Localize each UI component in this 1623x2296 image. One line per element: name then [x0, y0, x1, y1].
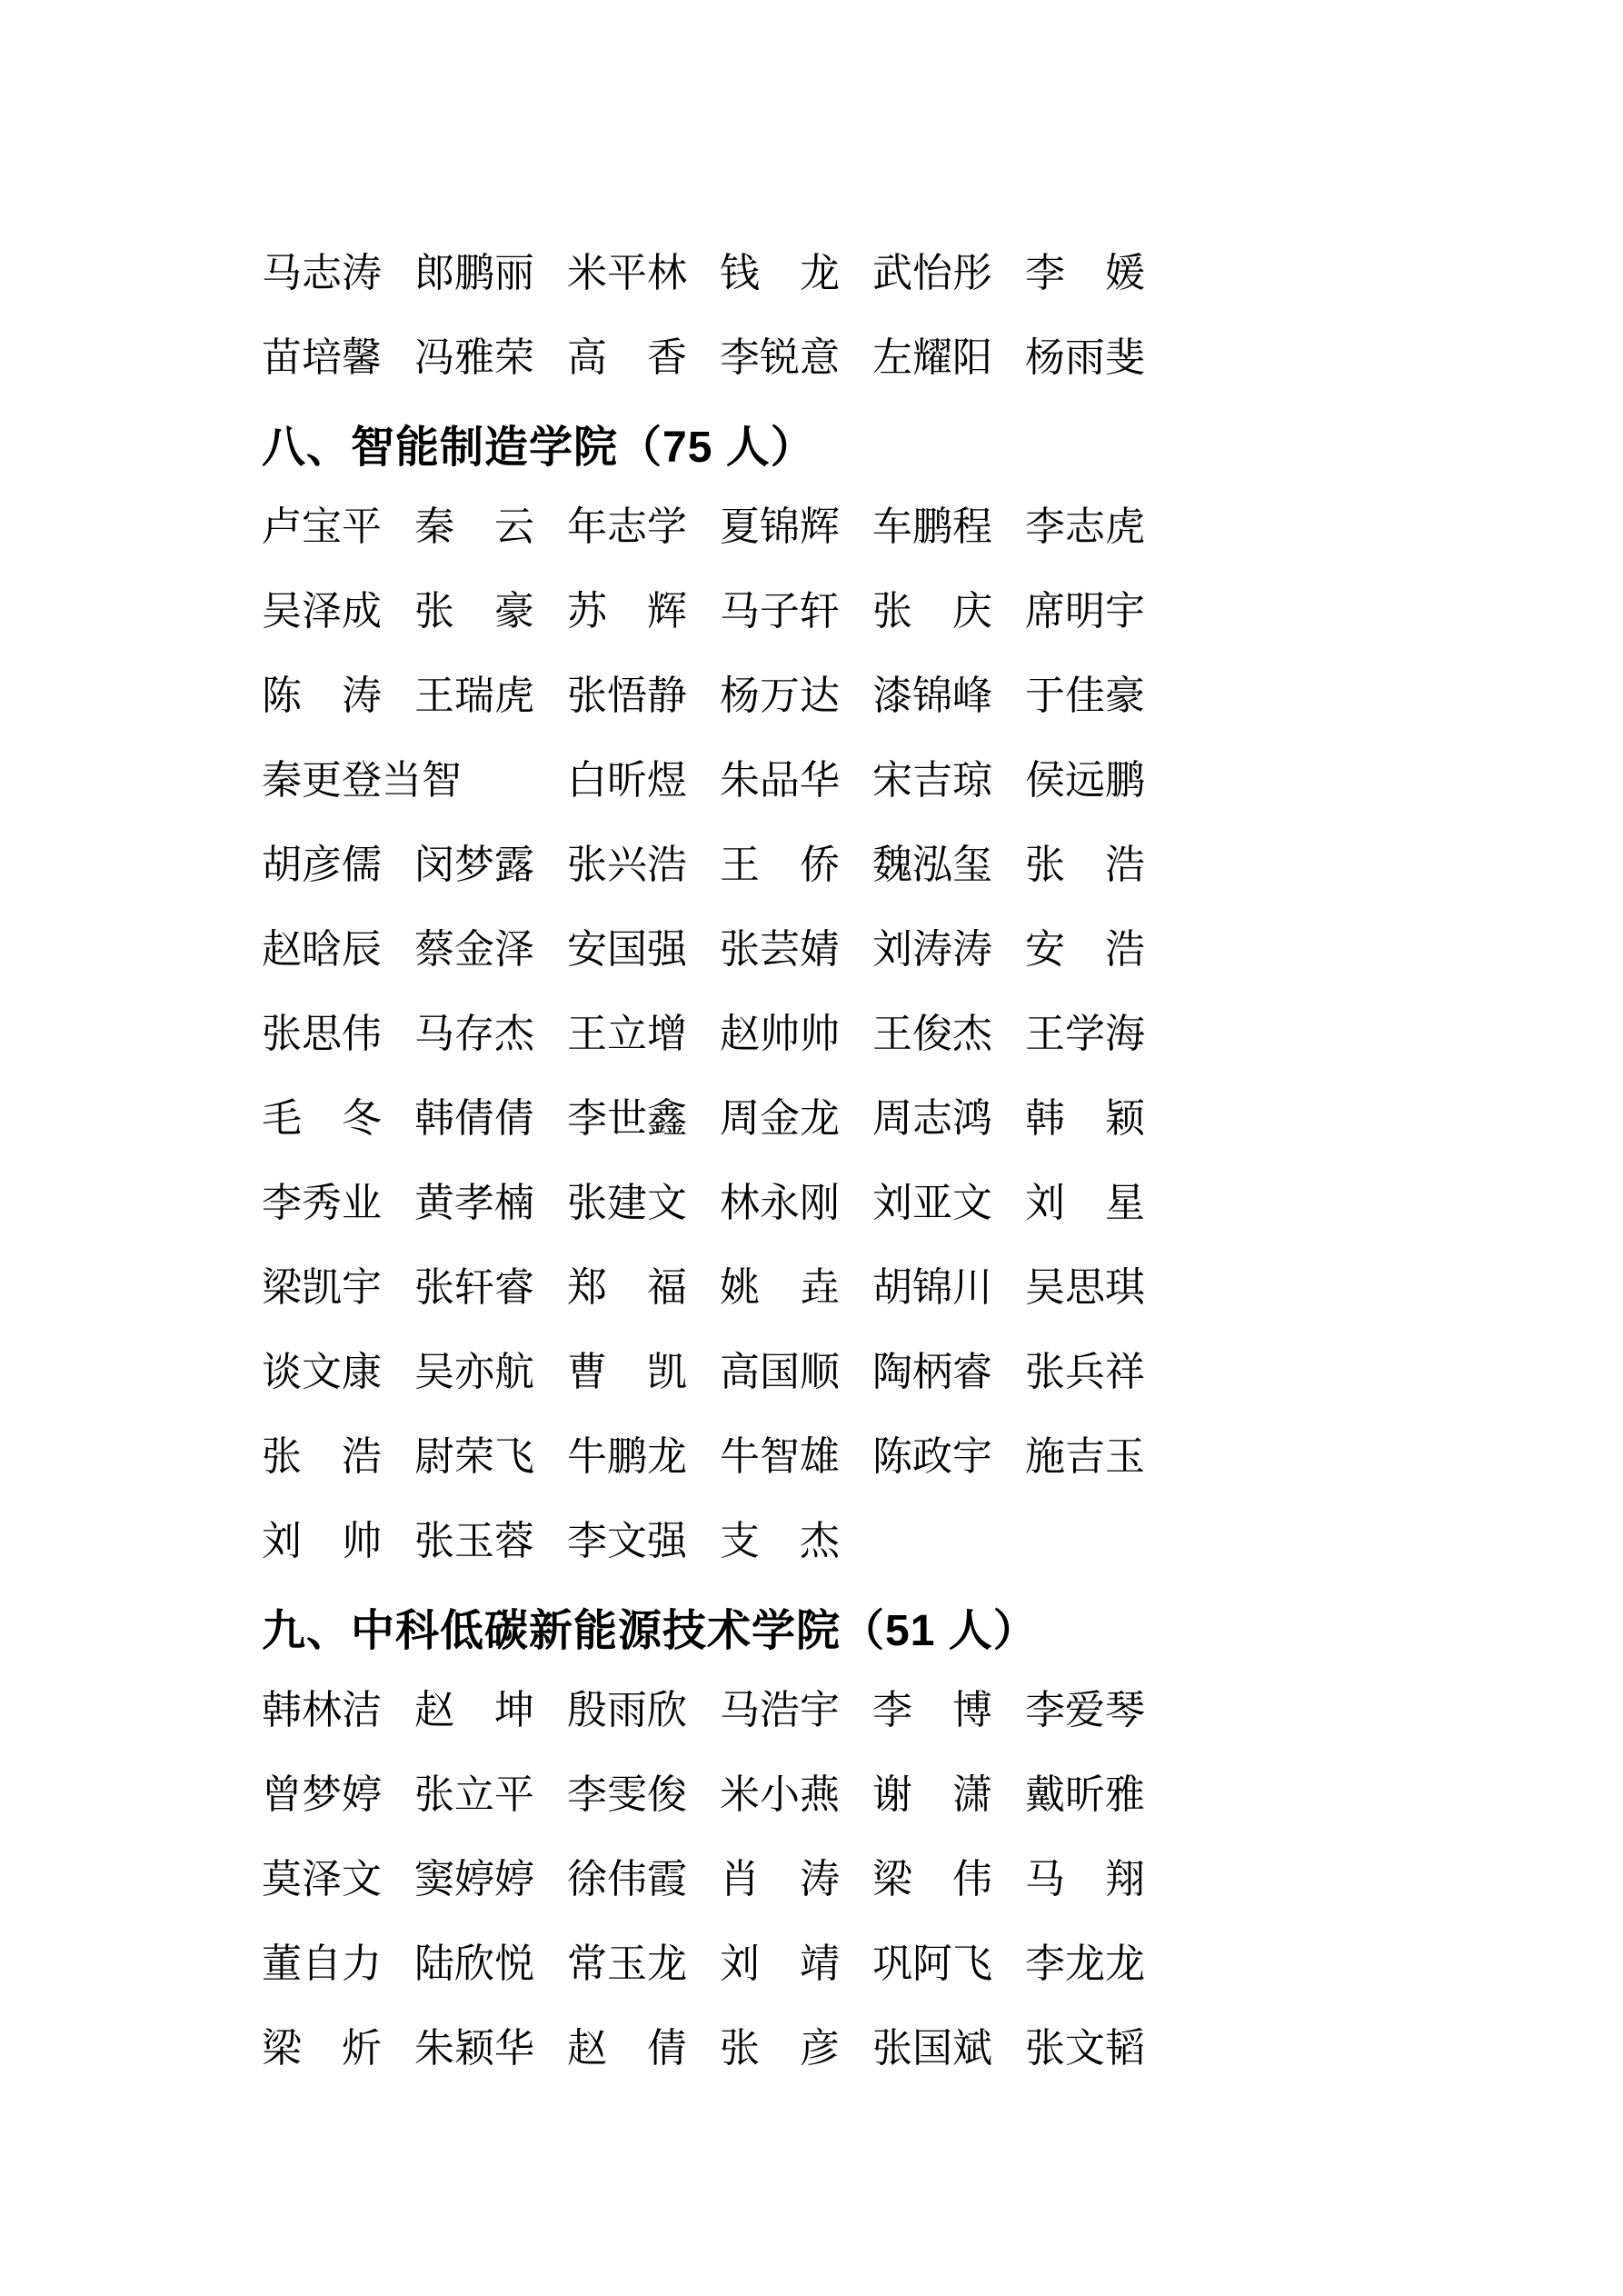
student-name: 李爱琴: [1025, 1688, 1145, 1733]
student-name: 杨雨斐: [1025, 335, 1145, 381]
student-name: 莫泽文: [262, 1857, 382, 1902]
student-name: 张建文: [567, 1181, 687, 1226]
student-name: 李雯俊: [567, 1772, 687, 1818]
student-name: 谈文康: [262, 1350, 382, 1395]
student-name: 韩林洁: [262, 1688, 382, 1733]
student-name: 朱颖华: [414, 2026, 534, 2071]
student-name: 张芸婧: [720, 927, 840, 973]
student-name: 牛智雄: [720, 1434, 840, 1480]
student-name: 杨万达: [720, 674, 840, 719]
name-row: [262, 908, 1316, 993]
student-name: 尉荣飞: [414, 1434, 534, 1480]
student-name: 米小燕: [720, 1772, 840, 1818]
student-name: 曾梦婷: [262, 1772, 382, 1818]
student-name: 朱品华: [720, 758, 840, 804]
student-name: 席明宇: [1025, 589, 1145, 634]
student-name: 戴昕雅: [1025, 1772, 1145, 1818]
student-name: 张国斌: [872, 2026, 992, 2071]
student-name: 周志鸿: [872, 1096, 992, 1142]
student-name: 陈 涛: [262, 674, 382, 719]
student-name: 张立平: [414, 1772, 534, 1818]
student-name: 左耀阳: [872, 335, 992, 381]
student-name: 周金龙: [720, 1096, 840, 1142]
student-name: 张 彦: [720, 2026, 840, 2071]
student-name: 胡锦川: [872, 1265, 992, 1311]
student-name: 陶柄睿: [872, 1350, 992, 1395]
student-name: 支 杰: [720, 1519, 840, 1564]
student-name: 韩 颖: [1025, 1096, 1145, 1142]
name-row: [262, 570, 1316, 654]
student-name: 王学海: [1025, 1012, 1145, 1057]
section-heading: 八、智能制造学院（75 人）: [262, 424, 815, 472]
student-name: 梁 伟: [872, 1857, 992, 1902]
student-name: 李志虎: [1025, 504, 1145, 550]
student-name: 张思伟: [262, 1012, 382, 1057]
student-name: 武怡彤: [872, 251, 992, 296]
student-name: 李龙龙: [1025, 1942, 1145, 1987]
student-name: 漆锦峰: [872, 674, 992, 719]
name-row: [262, 1500, 1316, 1584]
student-name: 董自力: [262, 1942, 382, 1987]
name-row: [262, 1246, 1316, 1331]
student-name: 刘 帅: [262, 1519, 382, 1564]
student-name: 刘亚文: [872, 1181, 992, 1226]
student-name: 马存杰: [414, 1012, 534, 1057]
name-row: [262, 232, 1316, 316]
student-name: 林永刚: [720, 1181, 840, 1226]
student-name: 肖 涛: [720, 1857, 840, 1902]
student-name: 张兴浩: [567, 843, 687, 888]
student-name: 马志涛: [262, 251, 382, 296]
student-name: 吴思琪: [1025, 1265, 1145, 1311]
student-name: 张悟静: [567, 674, 687, 719]
student-name: 梁 炘: [262, 2026, 382, 2071]
student-name: 马 翔: [1025, 1857, 1145, 1902]
student-name: 赵晗辰: [262, 927, 382, 973]
student-name: 苏 辉: [567, 589, 687, 634]
student-name: 谢 潇: [872, 1772, 992, 1818]
student-name: 侯远鹏: [1025, 758, 1145, 804]
student-name: 张 浩: [1025, 843, 1145, 888]
student-name: 魏泓玺: [872, 843, 992, 888]
student-name: 赵帅帅: [720, 1012, 840, 1057]
student-name: 车鹏程: [872, 504, 992, 550]
name-row: [262, 316, 1316, 401]
student-name: 闵梦露: [414, 843, 534, 888]
student-name: 郑 福: [567, 1265, 687, 1311]
student-name: 马浩宇: [720, 1688, 840, 1733]
student-name: 张玉蓉: [414, 1519, 534, 1564]
name-row: [262, 1077, 1316, 1162]
student-name: 李秀业: [262, 1181, 382, 1226]
student-name: 钱 龙: [720, 251, 840, 296]
student-name: 张文韬: [1025, 2026, 1145, 2071]
student-name: 赵 倩: [567, 2026, 687, 2071]
name-list: [262, 232, 1316, 2091]
student-name: 张轩睿: [414, 1265, 534, 1311]
name-row: [262, 993, 1316, 1077]
student-name: 姚 垚: [720, 1265, 840, 1311]
student-name: 陈政宇: [872, 1434, 992, 1480]
student-name: 刘 靖: [720, 1942, 840, 1987]
section-heading: 九、中科低碳新能源技术学院（51 人）: [262, 1607, 1038, 1655]
student-name: 张 浩: [262, 1434, 382, 1480]
student-name: 王 侨: [720, 843, 840, 888]
name-row: [262, 1669, 1316, 1753]
student-name: 苗培馨: [262, 335, 382, 381]
student-name: 秦更登当智: [262, 758, 462, 804]
name-row: [262, 485, 1316, 570]
student-name: 曹 凯: [567, 1350, 687, 1395]
student-name: 蔡金泽: [414, 927, 534, 973]
student-name: 夏锦辉: [720, 504, 840, 550]
student-name: 陆欣悦: [414, 1942, 534, 1987]
student-name: 安国强: [567, 927, 687, 973]
name-row: [262, 1162, 1316, 1246]
student-name: 李锐意: [720, 335, 840, 381]
student-name: 常玉龙: [567, 1942, 687, 1987]
name-row: [262, 1838, 1316, 1922]
student-name: 黄孝楠: [414, 1181, 534, 1226]
student-name: 高国顺: [720, 1350, 840, 1395]
student-name: 米平林: [567, 251, 687, 296]
student-name: 吴泽成: [262, 589, 382, 634]
student-name: 年志学: [567, 504, 687, 550]
student-name: 王立增: [567, 1012, 687, 1057]
student-name: 巩阿飞: [872, 1942, 992, 1987]
student-name: 吴亦航: [414, 1350, 534, 1395]
student-name: 胡彦儒: [262, 843, 382, 888]
student-name: 郎鹏丽: [414, 251, 534, 296]
student-name: 张 豪: [414, 589, 534, 634]
student-name: 韩倩倩: [414, 1096, 534, 1142]
student-name: 李世鑫: [567, 1096, 687, 1142]
student-name: 宋吉琼: [872, 758, 992, 804]
student-name: 于佳豪: [1025, 674, 1145, 719]
student-name: 高 香: [567, 335, 687, 381]
student-name: 梁凯宇: [262, 1265, 382, 1311]
student-name: 牛鹏龙: [567, 1434, 687, 1480]
student-name: 赵 坤: [414, 1688, 534, 1733]
student-name: 马子轩: [720, 589, 840, 634]
student-name: 安 浩: [1025, 927, 1145, 973]
name-row: [262, 1753, 1316, 1838]
student-name: 冯雅荣: [414, 335, 534, 381]
student-name: 卢宝平: [262, 504, 382, 550]
student-name: 刘涛涛: [872, 927, 992, 973]
name-row: [262, 1415, 1316, 1500]
student-name: 徐伟霞: [567, 1857, 687, 1902]
student-name: 白昕煜: [567, 758, 687, 804]
name-row: [262, 824, 1316, 908]
student-name: 李文强: [567, 1519, 687, 1564]
student-name: 施吉玉: [1025, 1434, 1145, 1480]
student-name: 张 庆: [872, 589, 992, 634]
name-row: [262, 1331, 1316, 1415]
student-name: 秦 云: [414, 504, 534, 550]
student-name: 张兵祥: [1025, 1350, 1145, 1395]
student-name: 李 媛: [1025, 251, 1145, 296]
name-row: [262, 2007, 1316, 2091]
student-name: 王俊杰: [872, 1012, 992, 1057]
student-name: 李 博: [872, 1688, 992, 1733]
student-name: 毛 冬: [262, 1096, 382, 1142]
student-name: 王瑞虎: [414, 674, 534, 719]
student-name: 窦婷婷: [414, 1857, 534, 1902]
name-row: [262, 1922, 1316, 2007]
student-name: 殷雨欣: [567, 1688, 687, 1733]
student-name: 刘 星: [1025, 1181, 1145, 1226]
name-row: [262, 739, 1316, 824]
name-row: [262, 654, 1316, 739]
